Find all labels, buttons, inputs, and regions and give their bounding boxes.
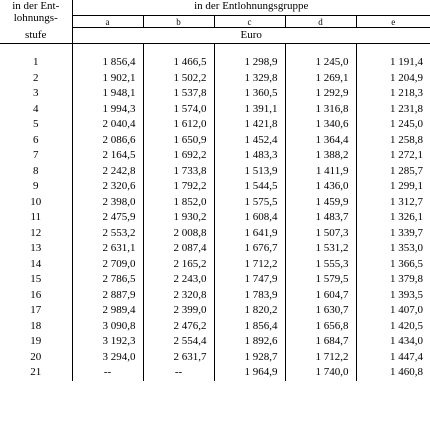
value-cell-b: 2 243,0 <box>143 272 214 288</box>
value-cell-d: 1 411,9 <box>285 164 356 180</box>
value-cell-d: 1 483,7 <box>285 210 356 226</box>
value-cell-c: 1 329,8 <box>214 71 285 87</box>
value-cell-e: 1 447,4 <box>390 350 423 363</box>
stub-header-line3: stufe <box>25 29 47 41</box>
value-cell-e: 1 231,8 <box>390 102 423 115</box>
value-cell-c: 1 856,4 <box>214 319 285 335</box>
value-cell-e: 1 245,0 <box>390 118 423 131</box>
step-cell: 11 <box>0 210 72 226</box>
table-row <box>0 102 430 118</box>
value-cell-d: 1 292,9 <box>285 86 356 102</box>
value-cell-d: 1 507,3 <box>285 226 356 242</box>
value-cell-a: -- <box>72 365 143 381</box>
step-cell: 15 <box>0 272 72 288</box>
value-cell-c: 1 964,9 <box>214 365 285 381</box>
table-row <box>0 195 430 211</box>
value-cell-a: 3 192,3 <box>72 334 143 350</box>
step-cell: 2 <box>0 71 72 87</box>
value-cell-d: 1 740,0 <box>285 365 356 381</box>
value-cell-a: 2 398,0 <box>72 195 143 211</box>
value-cell-b: 1 852,0 <box>143 195 214 211</box>
stub-header <box>0 0 72 44</box>
value-cell-e: 1 218,3 <box>390 87 423 100</box>
column-letter-b: b <box>143 16 214 28</box>
value-cell-e: 1 191,4 <box>390 56 423 69</box>
table-row <box>0 133 430 149</box>
value-cell-c: 1 298,9 <box>214 55 285 71</box>
value-cell-c: 1 783,9 <box>214 288 285 304</box>
value-cell-d: 1 684,7 <box>285 334 356 350</box>
column-letter-d: d <box>285 16 356 28</box>
value-cell-e: 1 353,0 <box>390 242 423 255</box>
value-cell-d: 1 269,1 <box>285 71 356 87</box>
value-cell-e: 1 299,1 <box>390 180 423 193</box>
value-cell-c: 1 391,1 <box>214 102 285 118</box>
value-cell-c: 1 483,3 <box>214 148 285 164</box>
spacer-cell <box>0 44 72 56</box>
value-cell-a: 2 553,2 <box>72 226 143 242</box>
step-cell: 13 <box>0 241 72 257</box>
value-cell-b: 2 631,7 <box>143 350 214 366</box>
spacer-cell <box>143 44 214 56</box>
value-cell-d: 1 436,0 <box>285 179 356 195</box>
value-cell-b: 2 399,0 <box>143 303 214 319</box>
table-body <box>0 44 430 381</box>
value-cell-a: 1 948,1 <box>72 86 143 102</box>
table-row <box>0 365 430 381</box>
value-cell-d: 1 630,7 <box>285 303 356 319</box>
value-cell-c: 1 676,7 <box>214 241 285 257</box>
value-cell-c: 1 608,4 <box>214 210 285 226</box>
table-row <box>0 148 430 164</box>
table-row <box>0 241 430 257</box>
value-cell-e: 1 366,5 <box>390 257 423 270</box>
value-cell-e: 1 326,1 <box>390 211 423 224</box>
value-cell-c: 1 544,5 <box>214 179 285 195</box>
value-cell-d: 1 316,8 <box>285 102 356 118</box>
value-cell-a: 2 709,0 <box>72 257 143 273</box>
value-cell-b: 1 466,5 <box>143 55 214 71</box>
step-cell: 5 <box>0 117 72 133</box>
column-letter-c: c <box>214 16 285 28</box>
group-title: in der Entlohnungsgruppe <box>72 0 430 16</box>
value-cell-a: 2 989,4 <box>72 303 143 319</box>
step-cell: 19 <box>0 334 72 350</box>
value-cell-b: 2 320,8 <box>143 288 214 304</box>
value-cell-b: -- <box>143 365 214 381</box>
value-cell-b: 1 502,2 <box>143 71 214 87</box>
value-cell-d: 1 531,2 <box>285 241 356 257</box>
column-letter-e: e <box>356 16 430 28</box>
value-cell-c: 1 513,9 <box>214 164 285 180</box>
table-row <box>0 179 430 195</box>
value-cell-c: 1 712,2 <box>214 257 285 273</box>
value-cell-d: 1 459,9 <box>285 195 356 211</box>
value-cell-c: 1 452,4 <box>214 133 285 149</box>
value-cell-b: 1 612,0 <box>143 117 214 133</box>
spacer-cell <box>72 44 143 56</box>
value-cell-e: 1 460,8 <box>390 366 423 379</box>
value-cell-a: 3 294,0 <box>72 350 143 366</box>
table-row <box>0 288 430 304</box>
value-cell-b: 2 476,2 <box>143 319 214 335</box>
step-cell: 18 <box>0 319 72 335</box>
table-row <box>0 257 430 273</box>
value-cell-d: 1 340,6 <box>285 117 356 133</box>
value-cell-e: 1 285,7 <box>390 164 423 177</box>
value-cell-c: 1 421,8 <box>214 117 285 133</box>
value-cell-a: 3 090,8 <box>72 319 143 335</box>
table-row <box>0 334 430 350</box>
table-row <box>0 226 430 242</box>
step-cell: 6 <box>0 133 72 149</box>
spacer-row <box>0 44 430 56</box>
step-cell: 16 <box>0 288 72 304</box>
value-cell-b: 2 165,2 <box>143 257 214 273</box>
table-row <box>0 272 430 288</box>
stub-header-line2: lohnungs- <box>13 12 58 24</box>
value-cell-a: 1 902,1 <box>72 71 143 87</box>
value-cell-e: 1 407,0 <box>390 304 423 317</box>
step-cell: 4 <box>0 102 72 118</box>
value-cell-d: 1 579,5 <box>285 272 356 288</box>
value-cell-a: 1 994,3 <box>72 102 143 118</box>
value-cell-d: 1 712,2 <box>285 350 356 366</box>
value-cell-b: 1 733,8 <box>143 164 214 180</box>
table-row <box>0 117 430 133</box>
step-cell: 20 <box>0 350 72 366</box>
value-cell-a: 1 856,4 <box>72 55 143 71</box>
value-cell-c: 1 641,9 <box>214 226 285 242</box>
value-cell-b: 1 930,2 <box>143 210 214 226</box>
value-cell-c: 1 928,7 <box>214 350 285 366</box>
unit-label: Euro <box>72 28 430 44</box>
step-cell: 8 <box>0 164 72 180</box>
value-cell-e: 1 339,7 <box>390 226 423 239</box>
value-cell-a: 2 786,5 <box>72 272 143 288</box>
step-cell: 21 <box>0 365 72 381</box>
spacer-cell <box>356 44 430 56</box>
value-cell-e: 1 393,5 <box>390 288 423 301</box>
table-row <box>0 55 430 71</box>
value-cell-c: 1 575,5 <box>214 195 285 211</box>
step-cell: 9 <box>0 179 72 195</box>
value-cell-c: 1 892,6 <box>214 334 285 350</box>
value-cell-d: 1 656,8 <box>285 319 356 335</box>
value-cell-b: 2 008,8 <box>143 226 214 242</box>
column-letter-a: a <box>72 16 143 28</box>
value-cell-e: 1 312,7 <box>390 195 423 208</box>
table-row <box>0 86 430 102</box>
value-cell-b: 2 554,4 <box>143 334 214 350</box>
value-cell-c: 1 820,2 <box>214 303 285 319</box>
spacer-cell <box>285 44 356 56</box>
value-cell-e: 1 379,8 <box>390 273 423 286</box>
table-row <box>0 303 430 319</box>
table-row <box>0 319 430 335</box>
stub-header-line1: in der Ent- <box>12 0 60 12</box>
step-cell: 10 <box>0 195 72 211</box>
table-header <box>0 0 430 44</box>
spacer-cell <box>214 44 285 56</box>
step-cell: 7 <box>0 148 72 164</box>
step-cell: 3 <box>0 86 72 102</box>
step-cell: 14 <box>0 257 72 273</box>
table-row <box>0 210 430 226</box>
value-cell-c: 1 747,9 <box>214 272 285 288</box>
value-cell-e: 1 420,5 <box>390 319 423 332</box>
value-cell-e: 1 204,9 <box>390 71 423 84</box>
value-cell-d: 1 245,0 <box>285 55 356 71</box>
value-cell-a: 2 242,8 <box>72 164 143 180</box>
value-cell-a: 2 631,1 <box>72 241 143 257</box>
value-cell-a: 2 887,9 <box>72 288 143 304</box>
value-cell-e: 1 434,0 <box>390 335 423 348</box>
value-cell-d: 1 555,3 <box>285 257 356 273</box>
value-cell-b: 1 537,8 <box>143 86 214 102</box>
value-cell-d: 1 388,2 <box>285 148 356 164</box>
value-cell-a: 2 320,6 <box>72 179 143 195</box>
step-cell: 17 <box>0 303 72 319</box>
value-cell-e: 1 258,8 <box>390 133 423 146</box>
value-cell-b: 2 087,4 <box>143 241 214 257</box>
value-cell-e: 1 272,1 <box>390 149 423 162</box>
value-cell-d: 1 364,4 <box>285 133 356 149</box>
value-cell-b: 1 792,2 <box>143 179 214 195</box>
value-cell-a: 2 475,9 <box>72 210 143 226</box>
value-cell-a: 2 086,6 <box>72 133 143 149</box>
table-row <box>0 71 430 87</box>
step-cell: 1 <box>0 55 72 71</box>
table-row <box>0 164 430 180</box>
value-cell-c: 1 360,5 <box>214 86 285 102</box>
value-cell-b: 1 692,2 <box>143 148 214 164</box>
value-cell-d: 1 604,7 <box>285 288 356 304</box>
value-cell-a: 2 164,5 <box>72 148 143 164</box>
value-cell-b: 1 650,9 <box>143 133 214 149</box>
table-row <box>0 350 430 366</box>
value-cell-a: 2 040,4 <box>72 117 143 133</box>
step-cell: 12 <box>0 226 72 242</box>
value-cell-b: 1 574,0 <box>143 102 214 118</box>
